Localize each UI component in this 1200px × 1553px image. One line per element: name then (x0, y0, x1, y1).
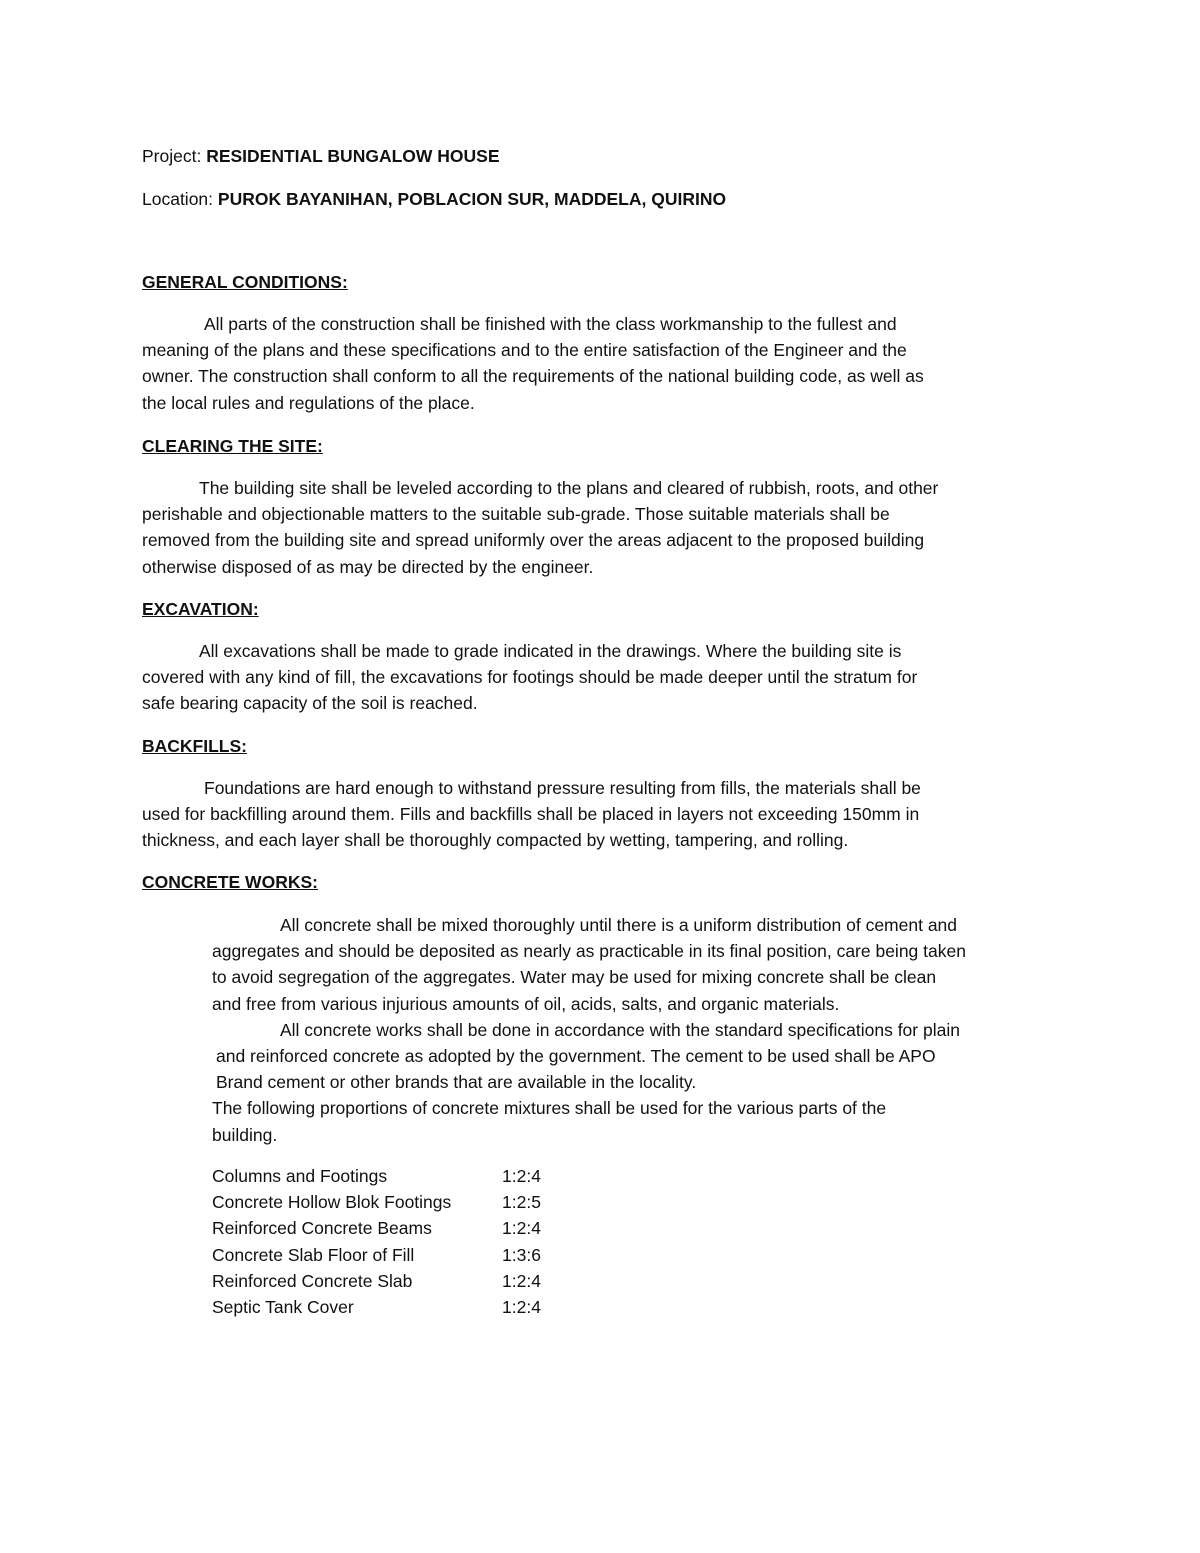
backfills-line-2: used for backfilling around them. Fills and backfills shall be placed in layers not exceeding 150mm in (142, 804, 920, 825)
general-conditions-heading: GENERAL CONDITIONS: (142, 272, 348, 292)
excavation-line-1: All excavations shall be made to grade indicated in the drawings. Where the building site is (199, 641, 902, 661)
concrete-line-9: building. (212, 1124, 278, 1145)
clearing-line-4: otherwise disposed of as may be directed by the engineer. (142, 556, 594, 577)
backfills-line-1: Foundations are hard enough to withstand pressure resulting from fills, the materials shall be (204, 778, 921, 798)
mixture-ratio: 1:2:4 (502, 1166, 541, 1186)
concrete-line-1: All concrete shall be mixed thoroughly until there is a uniform distribution of cement and (280, 915, 958, 935)
mixture-ratio: 1:2:4 (502, 1218, 541, 1239)
concrete-line-8: The following proportions of concrete mixtures shall be used for the various parts of the (212, 1098, 887, 1119)
general-line-1: All parts of the construction shall be finished with the class workmanship to the fullest and (204, 314, 897, 334)
backfills-line-3: thickness, and each layer shall be thoroughly compacted by wetting, tampering, and rolling. (142, 830, 849, 851)
location-line (142, 186, 726, 212)
concrete-line-2: aggregates and should be deposited as nearly as practicable in its final position, care being taken (212, 941, 966, 962)
excavation-line-2: covered with any kind of fill, the excavations for footings should be made deeper until the stratum for (142, 667, 918, 688)
table-row (212, 1189, 541, 1215)
mixture-part: Reinforced Concrete Beams (212, 1218, 432, 1239)
concrete-line-4: and free from various injurious amounts of oil, acids, salts, and organic materials. (212, 993, 840, 1014)
clearing-line-3: removed from the building site and spread uniformly over the areas adjacent to the proposed building (142, 530, 925, 551)
clearing-site-paragraph (142, 475, 938, 580)
excavation-line-3: safe bearing capacity of the soil is reached. (142, 693, 478, 714)
concrete-line-7: Brand cement or other brands that are available in the locality. (216, 1072, 697, 1093)
location-value: PUROK BAYANIHAN, POBLACION SUR, MADDELA, QUIRINO (217, 189, 727, 209)
mixture-part: Columns and Footings (212, 1166, 388, 1186)
general-conditions-paragraph (142, 311, 924, 416)
project-label: Project: (142, 146, 202, 166)
concrete-line-5: All concrete works shall be done in accordance with the standard specifications for plain (280, 1019, 960, 1040)
general-line-2: meaning of the plans and these specifications and to the entire satisfaction of the Engineer and the (142, 340, 907, 361)
mixture-ratio: 1:3:6 (502, 1244, 541, 1265)
mixture-part: Concrete Hollow Blok Footings (212, 1192, 452, 1213)
mixture-part: Septic Tank Cover (212, 1297, 354, 1318)
concrete-line-3: to avoid segregation of the aggregates. Water may be used for mixing concrete shall be clean (212, 967, 937, 988)
excavation-paragraph (142, 638, 917, 717)
table-row (212, 1242, 541, 1268)
table-row (212, 1163, 541, 1189)
clearing-line-2: perishable and objectionable matters to the suitable sub-grade. Those suitable materials shall be (142, 504, 890, 525)
clearing-site-heading: CLEARING THE SITE: (142, 436, 323, 456)
concrete-works-heading: CONCRETE WORKS: (142, 872, 318, 892)
project-line (142, 143, 500, 169)
general-line-3: owner. The construction shall conform to all the requirements of the national building code, as well as (142, 366, 924, 387)
table-row (212, 1268, 541, 1294)
table-row (212, 1294, 541, 1320)
concrete-mixture-table (212, 1163, 541, 1320)
table-row (212, 1215, 541, 1241)
mixture-ratio: 1:2:5 (502, 1192, 541, 1213)
concrete-line-6: and reinforced concrete as adopted by the government. The cement to be used shall be APO (216, 1046, 936, 1067)
clearing-line-1: The building site shall be leveled according to the plans and cleared of rubbish, roots, and other (199, 478, 939, 498)
mixture-part: Concrete Slab Floor of Fill (212, 1244, 415, 1265)
concrete-works-paragraph (212, 912, 966, 1148)
mixture-ratio: 1:2:4 (502, 1270, 541, 1291)
mixture-part: Reinforced Concrete Slab (212, 1270, 413, 1291)
general-line-4: the local rules and regulations of the place. (142, 392, 475, 413)
location-label: Location: (142, 189, 214, 209)
project-value: RESIDENTIAL BUNGALOW HOUSE (206, 146, 500, 166)
backfills-heading: BACKFILLS: (142, 736, 247, 756)
excavation-heading: EXCAVATION: (142, 599, 259, 619)
backfills-paragraph (142, 775, 921, 854)
mixture-ratio: 1:2:4 (502, 1297, 541, 1318)
